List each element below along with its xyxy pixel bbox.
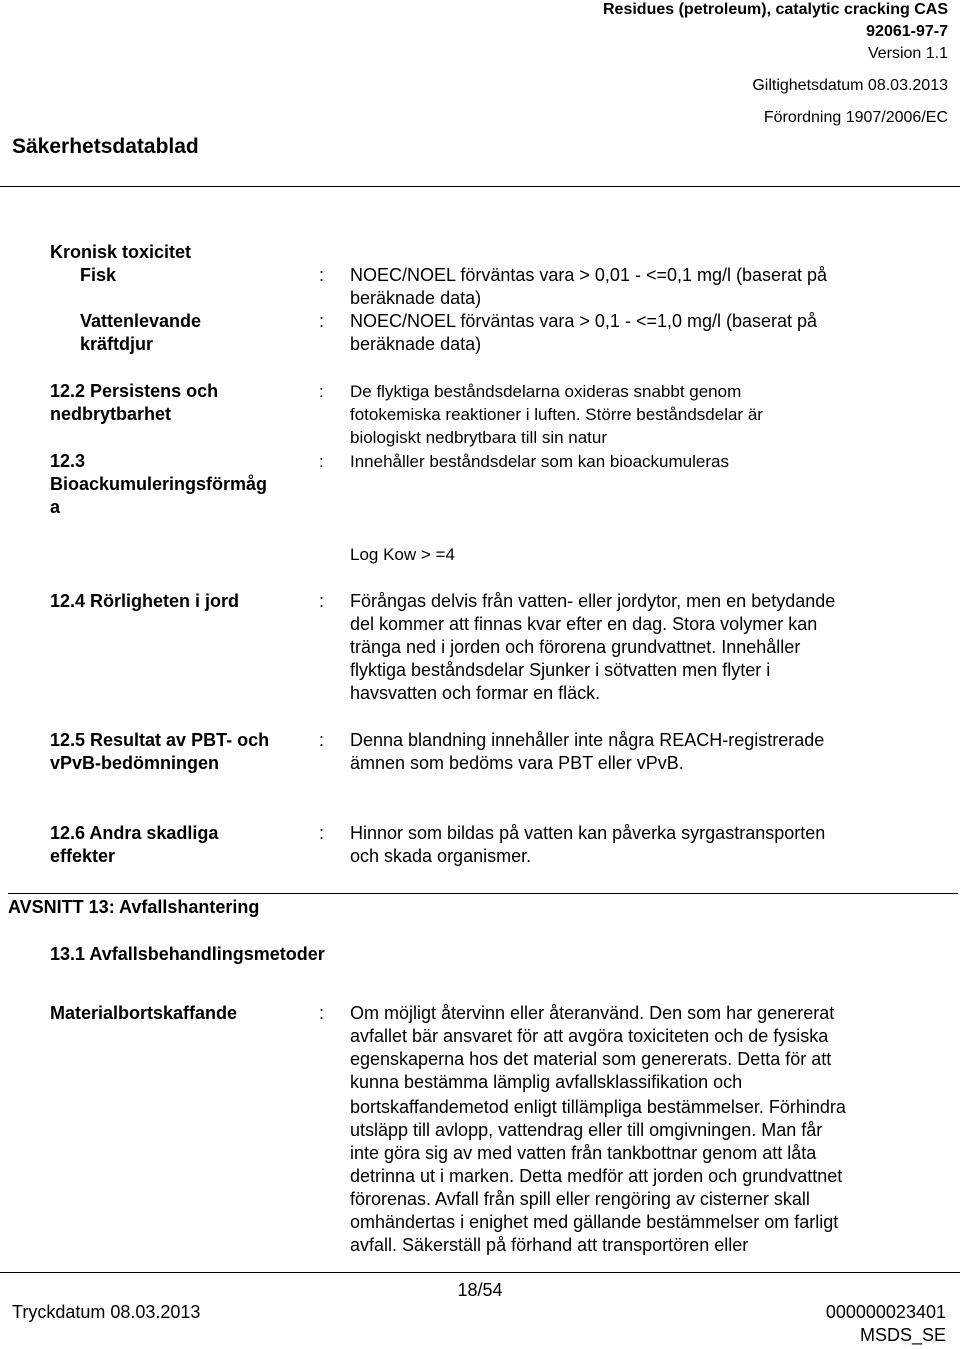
- disposal-line-11: avfall. Säkerställ på förhand att transportören eller: [350, 1235, 749, 1255]
- print-date: Tryckdatum 08.03.2013: [12, 1302, 201, 1322]
- disposal-line-10: omhändertas i enighet med gällande bestämmelser om farligt: [350, 1212, 839, 1232]
- page-number: 18/54: [457, 1280, 503, 1300]
- fish-label: Fisk: [80, 265, 117, 285]
- colon: :: [319, 452, 324, 471]
- s12-2-label-1: 12.2 Persistens och: [50, 381, 219, 401]
- footer-rule: [0, 1272, 960, 1273]
- document-number: 000000023401: [825, 1302, 946, 1322]
- s12-3-label-3: a: [50, 497, 61, 517]
- disposal-line-4: kunna bestämma lämplig avfallsklassifikation och: [350, 1072, 743, 1092]
- s12-6-label-2: effekter: [50, 846, 116, 866]
- colon: :: [319, 591, 325, 611]
- crustacean-label-1: Vattenlevande: [80, 311, 202, 331]
- disposal-line-1: Om möjligt återvinn eller återanvänd. Den som har genererat: [350, 1003, 835, 1023]
- colon: :: [319, 1003, 325, 1023]
- s12-2-line-3: biologiskt nedbrytbara till sin natur: [350, 428, 608, 447]
- s12-4-label: 12.4 Rörligheten i jord: [50, 591, 240, 611]
- regulation: Förordning 1907/2006/EC: [763, 109, 948, 126]
- crustacean-line-2: beräknade data): [350, 334, 482, 354]
- disposal-line-7: inte göra sig av med vatten från tankbottnar genom att låta: [350, 1143, 817, 1163]
- log-kow: Log Kow > =4: [350, 545, 455, 564]
- version: Version 1.1: [867, 45, 948, 62]
- section-13-title: AVSNITT 13: Avfallshantering: [8, 897, 260, 917]
- chronic-heading: Kronisk toxicitet: [50, 242, 192, 262]
- colon: :: [319, 382, 324, 401]
- s12-4-line-1: Förångas delvis från vatten- eller jordytor, men en betydande: [350, 591, 836, 611]
- s12-5-line-2: ämnen som bedöms vara PBT eller vPvB.: [350, 753, 684, 773]
- disposal-line-9: förorenas. Avfall från spill eller rengöring av cisterner skall: [350, 1189, 810, 1209]
- s12-2-line-1: De flyktiga beståndsdelarna oxideras snabbt genom: [350, 382, 742, 401]
- disposal-line-2: avfallet bär ansvaret för att avgöra toxiciteten och de fysiska: [350, 1026, 829, 1046]
- colon: :: [319, 265, 325, 285]
- disposal-label: Materialbortskaffande: [50, 1003, 238, 1023]
- cas-number: 92061-97-7: [866, 23, 948, 40]
- s12-6-line-2: och skada organismer.: [350, 846, 532, 866]
- validity-date: Giltighetsdatum 08.03.2013: [752, 77, 948, 94]
- crustacean-line-1: NOEC/NOEL förväntas vara > 0,1 - <=1,0 mg/l (baserat på: [350, 311, 818, 331]
- document-code: MSDS_SE: [859, 1325, 946, 1345]
- s12-6-line-1: Hinnor som bildas på vatten kan påverka syrgastransporten: [350, 823, 826, 843]
- section-13-1-title: 13.1 Avfallsbehandlingsmetoder: [50, 944, 325, 964]
- s12-2-label-2: nedbrytbarhet: [50, 404, 172, 424]
- s12-5-label-1: 12.5 Resultat av PBT- och: [50, 730, 270, 750]
- document-title: Säkerhetsdatablad: [12, 135, 199, 158]
- s12-5-label-2: vPvB-bedömningen: [50, 753, 220, 773]
- colon: :: [319, 823, 325, 843]
- colon: :: [319, 311, 325, 331]
- s12-4-line-5: havsvatten och formar en fläck.: [350, 683, 601, 703]
- s12-5-line-1: Denna blandning innehåller inte några REACH-registrerade: [350, 730, 825, 750]
- disposal-line-8: detrinna ut i marken. Detta medför att jorden och grundvattnet: [350, 1166, 843, 1186]
- s12-3-label-2: Bioackumuleringsförmåg: [50, 474, 268, 494]
- s12-3-label-1: 12.3: [50, 451, 86, 471]
- s12-4-line-2: del kommer att finnas kvar efter en dag. Stora volymer kan: [350, 614, 818, 634]
- fish-line-2: beräknade data): [350, 288, 482, 308]
- header-rule: [0, 186, 960, 187]
- s12-4-line-3: tränga ned i jorden och förorena grundvattnet. Innehåller: [350, 637, 801, 657]
- colon: :: [319, 730, 325, 750]
- product-name: Residues (petroleum), catalytic cracking CAS: [603, 1, 948, 18]
- fish-line-1: NOEC/NOEL förväntas vara > 0,01 - <=0,1 mg/l (baserat på: [350, 265, 828, 285]
- s12-6-label-1: 12.6 Andra skadliga: [50, 823, 219, 843]
- disposal-line-3: egenskaperna hos det material som genererats. Detta för att: [350, 1049, 832, 1069]
- section-rule: [8, 893, 958, 894]
- s12-2-line-2: fotokemiska reaktioner i luften. Större beståndsdelar är: [350, 405, 763, 424]
- disposal-line-5: bortskaffandemetod enligt tillämpliga bestämmelser. Förhindra: [350, 1097, 846, 1117]
- disposal-line-6: utsläpp till avlopp, vattendrag eller till omgivningen. Man får: [350, 1120, 823, 1140]
- crustacean-label-2: kräftdjur: [80, 334, 154, 354]
- s12-4-line-4: flyktiga beståndsdelar Sjunker i sötvatten men flyter i: [350, 660, 771, 680]
- s12-3-line: Innehåller beståndsdelar som kan bioackumuleras: [350, 452, 729, 471]
